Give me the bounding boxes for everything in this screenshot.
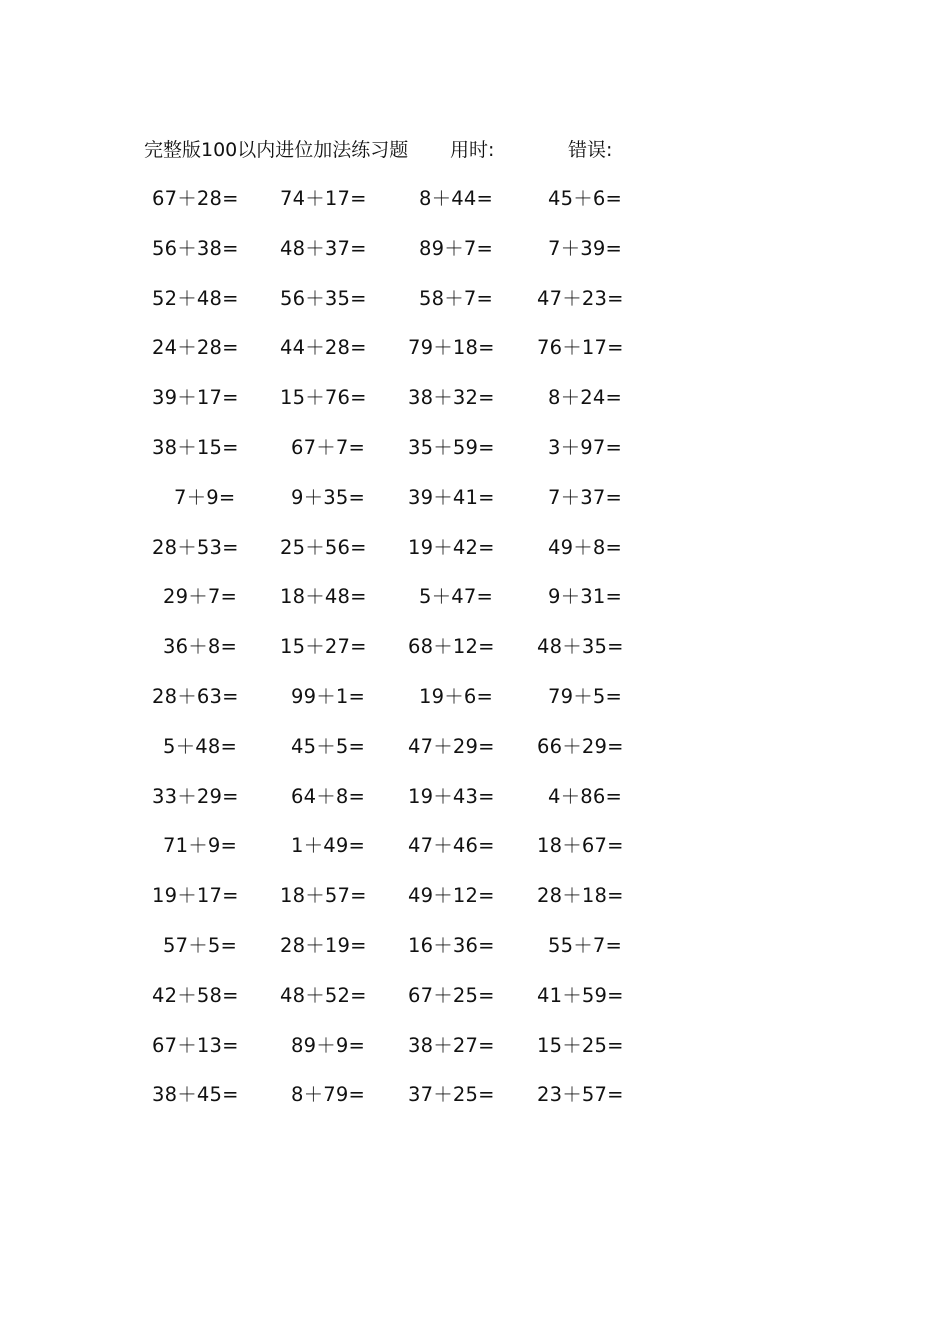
problem-r6-c1: 38＋15= xyxy=(152,436,239,459)
problem-r19-c2: 8＋79= xyxy=(291,1083,366,1106)
problem-r11-c4: 79＋5= xyxy=(548,685,623,708)
problem-r10-c2: 15＋27= xyxy=(280,635,367,658)
problem-r16-c4: 55＋7= xyxy=(548,934,623,957)
problem-r13-c2: 64＋8= xyxy=(291,785,366,808)
problem-r14-c4: 18＋67= xyxy=(537,834,624,857)
problem-r6-c3: 35＋59= xyxy=(408,436,495,459)
problem-r7-c2: 9＋35= xyxy=(291,486,366,509)
problem-r17-c2: 48＋52= xyxy=(280,984,367,1007)
problem-r13-c4: 4＋86= xyxy=(548,785,623,808)
problem-r9-c4: 9＋31= xyxy=(548,585,623,608)
problem-r19-c4: 23＋57= xyxy=(537,1083,624,1106)
problem-r14-c3: 47＋46= xyxy=(408,834,495,857)
problem-r18-c4: 15＋25= xyxy=(537,1034,624,1057)
problem-r1-c1: 67＋28= xyxy=(152,187,239,210)
problem-r3-c1: 52＋48= xyxy=(152,287,239,310)
problem-r11-c3: 19＋6= xyxy=(419,685,494,708)
problem-r17-c4: 41＋59= xyxy=(537,984,624,1007)
problem-r17-c3: 67＋25= xyxy=(408,984,495,1007)
problem-r19-c3: 37＋25= xyxy=(408,1083,495,1106)
problem-r3-c3: 58＋7= xyxy=(419,287,494,310)
problem-r9-c3: 5＋47= xyxy=(419,585,494,608)
problem-r13-c1: 33＋29= xyxy=(152,785,239,808)
problem-r4-c2: 44＋28= xyxy=(280,336,367,359)
problem-r7-c1: 7＋9= xyxy=(174,486,236,509)
problem-r6-c4: 3＋97= xyxy=(548,436,623,459)
problem-r2-c2: 48＋37= xyxy=(280,237,367,260)
problem-r12-c1: 5＋48= xyxy=(163,735,238,758)
problem-r5-c3: 38＋32= xyxy=(408,386,495,409)
problem-r5-c2: 15＋76= xyxy=(280,386,367,409)
problem-r15-c2: 18＋57= xyxy=(280,884,367,907)
time-used-label: 用时: xyxy=(450,139,495,161)
problem-r16-c1: 57＋5= xyxy=(163,934,238,957)
problem-r5-c1: 39＋17= xyxy=(152,386,239,409)
problem-r9-c1: 29＋7= xyxy=(163,585,238,608)
problem-r8-c1: 28＋53= xyxy=(152,536,239,559)
problem-r8-c4: 49＋8= xyxy=(548,536,623,559)
problem-r1-c4: 45＋6= xyxy=(548,187,623,210)
worksheet-title: 完整版100以内进位加法练习题 xyxy=(144,139,409,161)
error-count-label: 错误: xyxy=(568,139,613,161)
problem-r15-c3: 49＋12= xyxy=(408,884,495,907)
problem-r8-c2: 25＋56= xyxy=(280,536,367,559)
problem-r6-c2: 67＋7= xyxy=(291,436,366,459)
problem-r2-c3: 89＋7= xyxy=(419,237,494,260)
problem-r15-c1: 19＋17= xyxy=(152,884,239,907)
problem-r12-c3: 47＋29= xyxy=(408,735,495,758)
problem-r3-c2: 56＋35= xyxy=(280,287,367,310)
problem-r3-c4: 47＋23= xyxy=(537,287,624,310)
problem-r10-c3: 68＋12= xyxy=(408,635,495,658)
problem-r5-c4: 8＋24= xyxy=(548,386,623,409)
problem-r19-c1: 38＋45= xyxy=(152,1083,239,1106)
problem-r17-c1: 42＋58= xyxy=(152,984,239,1007)
problem-r16-c3: 16＋36= xyxy=(408,934,495,957)
problem-r7-c3: 39＋41= xyxy=(408,486,495,509)
problem-r10-c1: 36＋8= xyxy=(163,635,238,658)
problem-r14-c1: 71＋9= xyxy=(163,834,238,857)
problem-r9-c2: 18＋48= xyxy=(280,585,367,608)
problem-r11-c1: 28＋63= xyxy=(152,685,239,708)
problem-r14-c2: 1＋49= xyxy=(291,834,366,857)
problem-r4-c3: 79＋18= xyxy=(408,336,495,359)
problem-r8-c3: 19＋42= xyxy=(408,536,495,559)
problem-r16-c2: 28＋19= xyxy=(280,934,367,957)
problem-r1-c2: 74＋17= xyxy=(280,187,367,210)
problem-r18-c1: 67＋13= xyxy=(152,1034,239,1057)
problem-r1-c3: 8＋44= xyxy=(419,187,494,210)
problem-r7-c4: 7＋37= xyxy=(548,486,623,509)
problem-r18-c3: 38＋27= xyxy=(408,1034,495,1057)
problem-r4-c4: 76＋17= xyxy=(537,336,624,359)
problem-r15-c4: 28＋18= xyxy=(537,884,624,907)
problem-r18-c2: 89＋9= xyxy=(291,1034,366,1057)
problem-r12-c2: 45＋5= xyxy=(291,735,366,758)
problem-r10-c4: 48＋35= xyxy=(537,635,624,658)
problem-r13-c3: 19＋43= xyxy=(408,785,495,808)
problem-r4-c1: 24＋28= xyxy=(152,336,239,359)
problem-r2-c4: 7＋39= xyxy=(548,237,623,260)
problem-r12-c4: 66＋29= xyxy=(537,735,624,758)
problem-r11-c2: 99＋1= xyxy=(291,685,366,708)
problem-r2-c1: 56＋38= xyxy=(152,237,239,260)
